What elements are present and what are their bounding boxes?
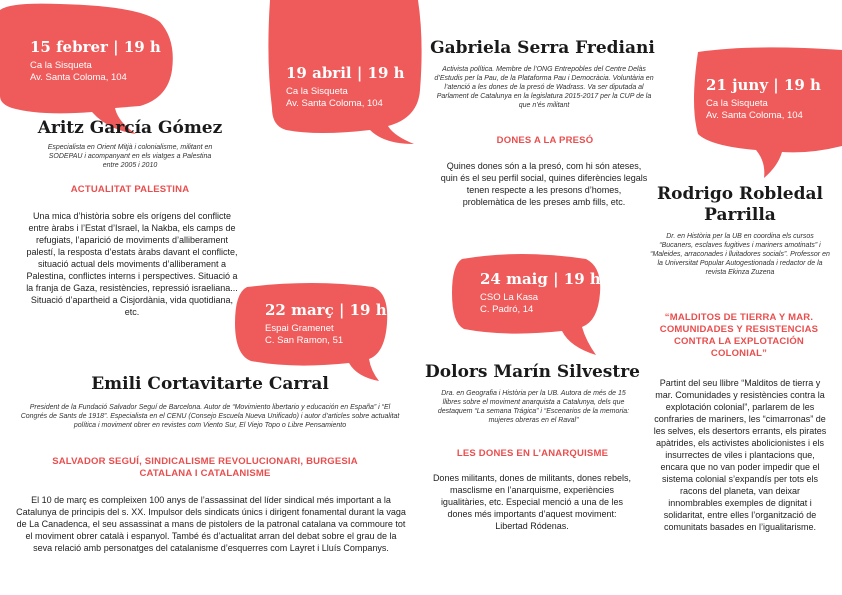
event-venue: Ca la Sisqueta [706, 98, 768, 109]
speaker-name: Aritz García Gómez [37, 118, 223, 138]
talk-topic: ACTUALITAT PALESTINA [70, 184, 190, 195]
event-date: 21 juny | 19 h [706, 76, 821, 94]
talk-description: Dones militants, dones de militants, dones rebels, masclisme en l’anarquisme, experiències igualitàries, etc. Especial menció a una de les dones més importants d’aquest moviment: Libertad Ródenas. [432, 473, 632, 531]
event-date: 22 març | 19 h [265, 301, 387, 319]
event-address: Av. Santa Coloma, 104 [706, 110, 803, 121]
talk-description: Partint del seu llibre “Malditos de tierra y mar. Comunidades y resistències contra la explotación colonial”, parlarem de les confraries de mariners, les “cimarronas” de les selves, els desertors errants, els pirates apàtrides, els activistes abolicionistes i els insurrectes de viles i plantacions que, encara que no van poder impedir que el sistema colonial s’expandís per tots els racons del planeta, van deixar innombrables exemples de dignitat i solidaritat, entre elles l’organització de comunitats basades en l’igualitarisme. [653, 378, 827, 532]
event-venue: Ca la Sisqueta [30, 60, 92, 71]
talk-topic: “MALDITOS DE TIERRA Y MAR. COMUNIDADES Y RESISTENCIAS CONTRA LA EXPLOTACIÓN COLONIAL” [659, 312, 819, 359]
speaker-name: Emili Cortavitarte Carral [91, 374, 329, 394]
event-date: 15 febrer | 19 h [30, 38, 161, 56]
speaker-name: Dolors Marín Silvestre [425, 362, 640, 382]
event-date: 19 abril | 19 h [286, 64, 405, 82]
event-venue: Ca la Sisqueta [286, 86, 348, 97]
talk-description: El 10 de març es compleixen 100 anys de l’assassinat del líder sindical més important a la Catalunya de principis del s. XX. Impulsor dels sindicats únics i dirigent fonamental durant la vaga de La Canadenca, el seu assassinat a mans de pistolers de la patronal catalana va commoure tot el moviment obrer català i espanyol. També és d’actualitat arran del debat sobre el grau de la seva relació amb personatges del catalanisme d’esquerres com Layret i Lluís Companys. [16, 495, 406, 553]
event-venue: Espai Gramenet [265, 323, 334, 334]
date-bubble-abril [268, 0, 428, 155]
speaker-bio: Dra. en Geografia i Història per la UB. Autora de més de 15 llibres sobre el moviment anarquista a Catalunya, dels que destaquem “La semana Trágica” i “Escenarios de la memoria: mujeres obreras en el Raval” [437, 390, 630, 424]
talk-description: Quines dones són a la presó, com hi són ateses, quin és el seu perfil social, quines diferències legals tenen respecte a les presons d’homes, problemàtica de les preses amb fills, etc. [440, 161, 648, 207]
event-address: C. Padró, 14 [480, 304, 534, 315]
speaker-name: Rodrigo Robledal Parrilla [657, 184, 823, 225]
date-bubble-marc [233, 283, 393, 383]
talk-topic: DONES A LA PRESÓ [496, 135, 594, 146]
date-bubble-maig [450, 253, 602, 358]
event-address: Av. Santa Coloma, 104 [286, 98, 383, 109]
speaker-bio: President de la Fundació Salvador Seguí de Barcelona. Autor de “Movimiento libertario y educación en España” i “El Congrés de Sants de 1918”. Especialista en el CENU (Consejo Escuela Nueva Unificado) i autor d’articles sobre actualitat política i moviment obrer en revistes com Viento Sur, El Viejo Topo o Libre Pensamiento [20, 404, 400, 429]
event-date: 24 maig | 19 h [480, 270, 601, 288]
speaker-bio: Activista política. Membre de l’ONG Entrepobles del Centre Delàs d’Estudis per la Pau, de la Plataforma Pau i Democràcia. Voluntària en l’atenció a les dones de la presó de Wadrass. Va ser diputada al Parlament de Catalunya en la legislatura 2015-2017 per la CUP de la que n’és militant [434, 66, 654, 109]
talk-topic: SALVADOR SEGUÍ, SINDICALISME REVOLUCIONARI, BURGESIA CATALANA I CATALANISME [52, 456, 358, 479]
speaker-bio: Dr. en Història per la UB en coordina els cursos “Bucaners, esclaves fugitives i mariners amotinats” i “Maleides, arraconades i lluitadores socials”. Professor en la Universitat Popular Autogestionada i redactor de la revista Ekinza Zuzena [650, 233, 830, 276]
event-venue: CSO La Kasa [480, 292, 539, 303]
speaker-bio: Especialista en Orient Mitjà i colonialisme, militant en SODEPAU i acompanyant en els viatges a Palestina entre 2005 i 2010 [47, 144, 213, 169]
talk-description: Una mica d’història sobre els orígens del conflicte entre àrabs i l’Estat d’Israel, la Nakba, els camps de refugiats, l’aparició de moviments d’alliberament palestí, la resposta d’estats àrabs davant el conflicte, situació actual dels moviments d’alliberament a Palestina, conflictes interns i perspectives. Situació a la franja de Gaza, resistències, repressió israeliana... Situació d’apartheid a Cisjordània, vida quotidiana, etc. [26, 211, 238, 317]
speaker-name: Gabriela Serra Frediani [430, 38, 655, 58]
date-bubble-juny [690, 46, 842, 181]
event-address: C. San Ramon, 51 [265, 335, 344, 346]
event-address: Av. Santa Coloma, 104 [30, 72, 127, 83]
talk-topic: LES DONES EN L’ANARQUISME [456, 448, 609, 459]
